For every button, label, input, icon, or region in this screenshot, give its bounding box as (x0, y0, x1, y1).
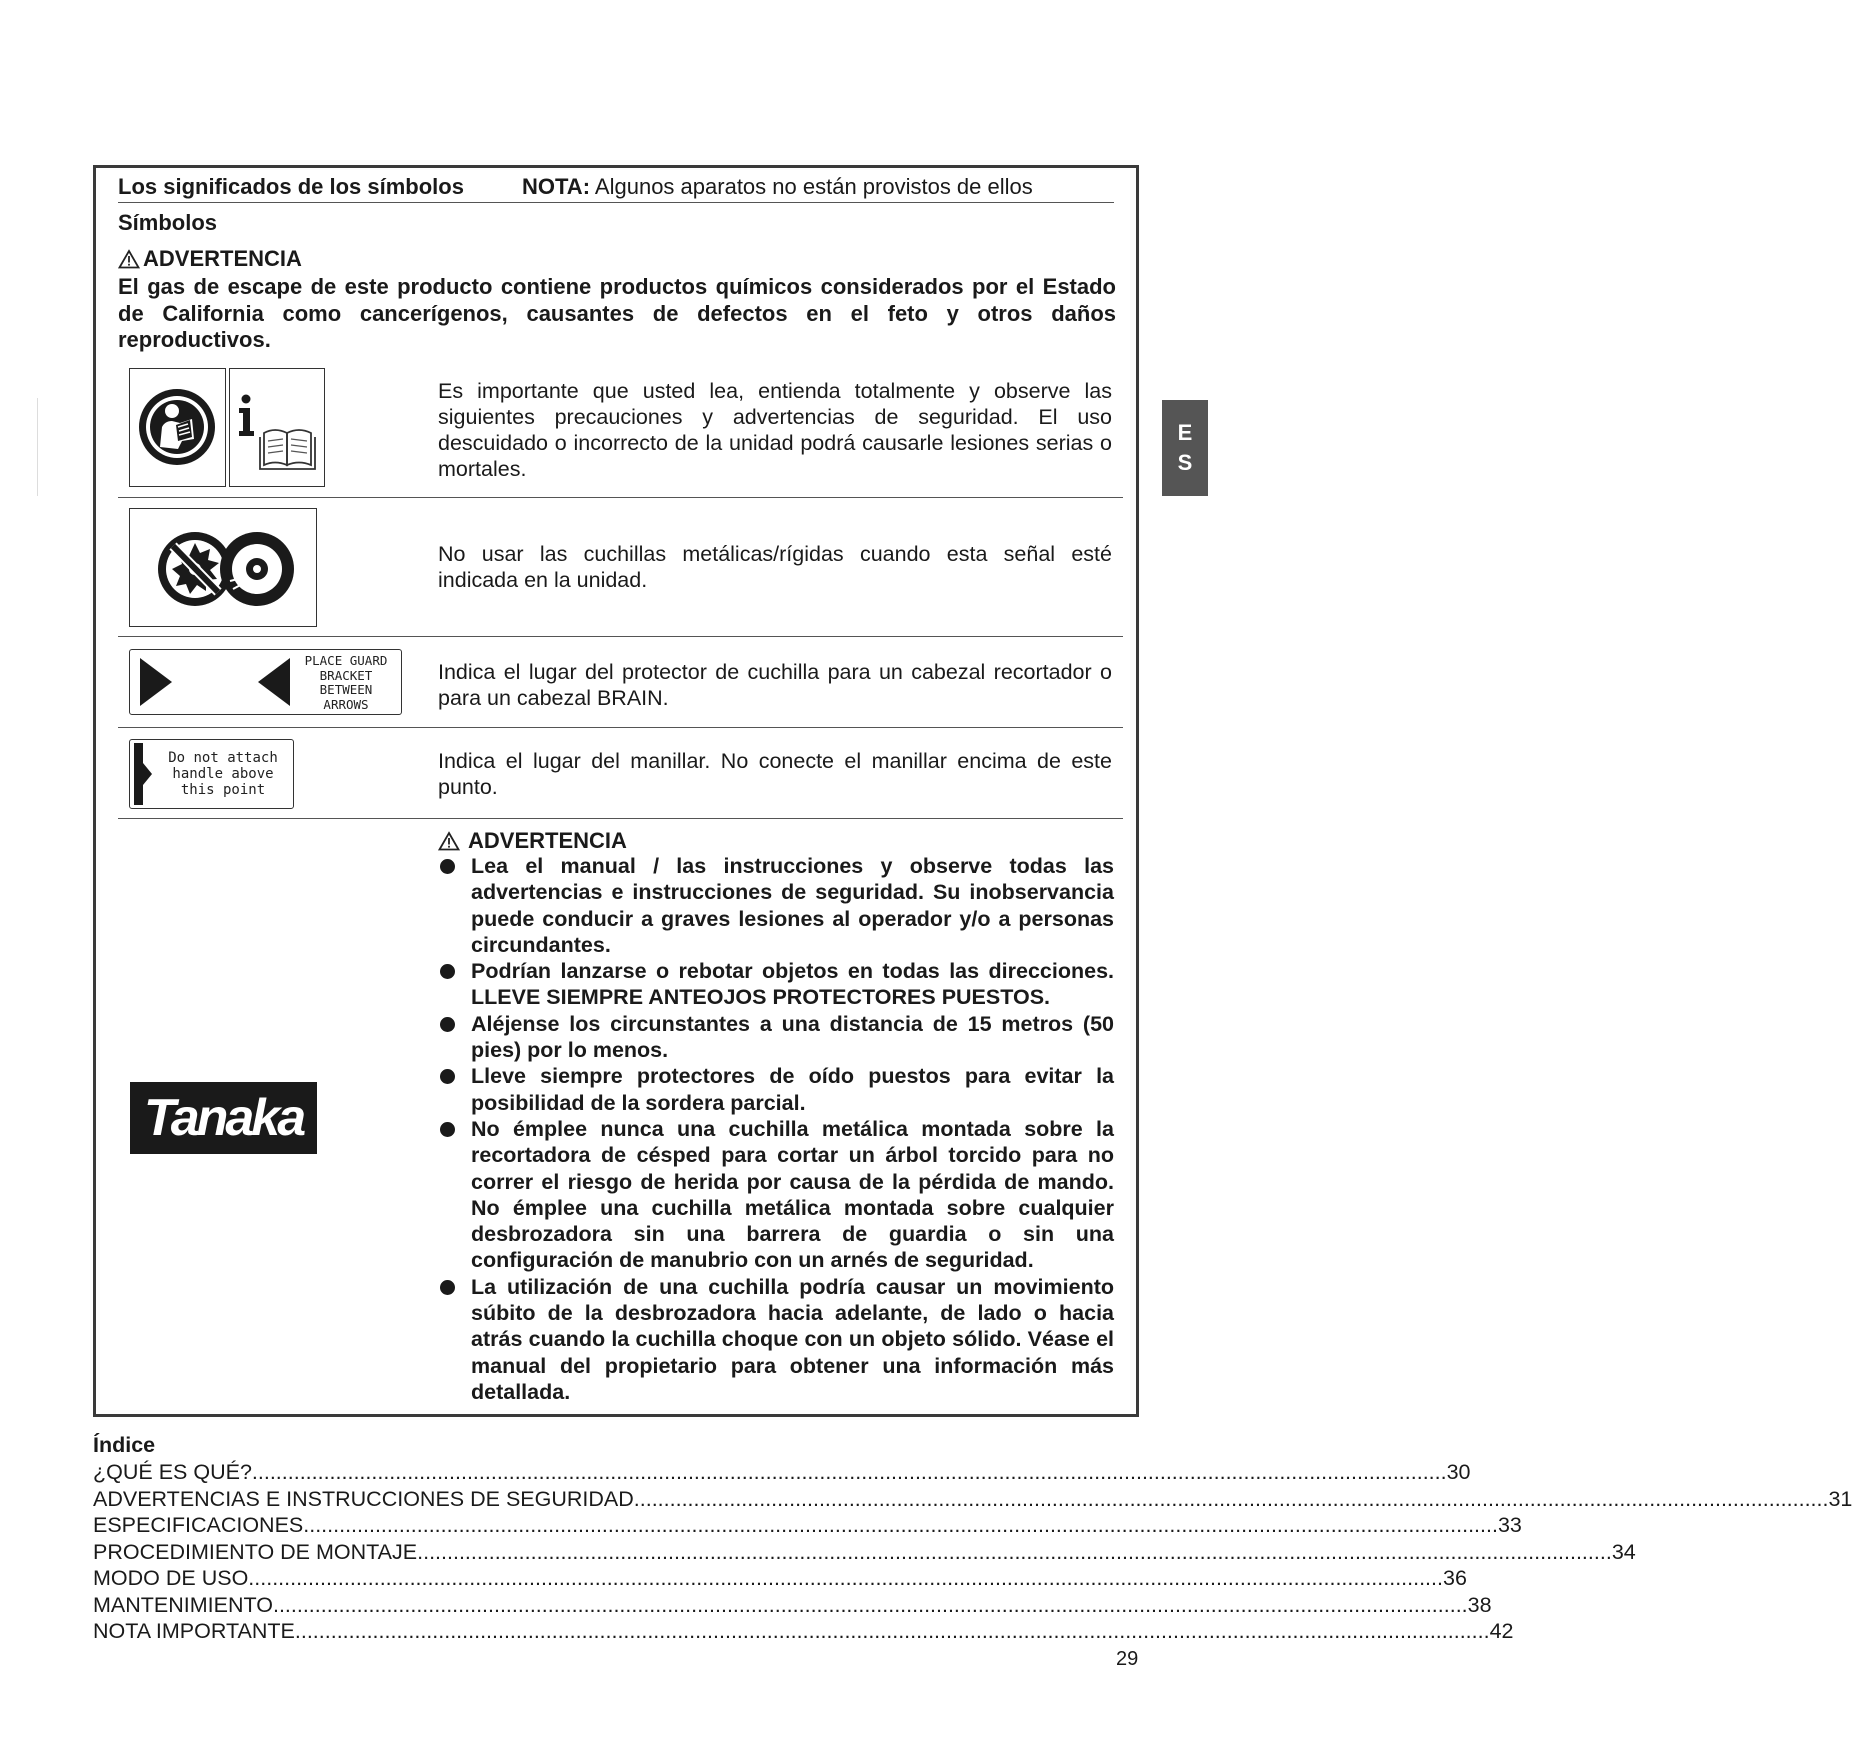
list-item (438, 853, 1114, 958)
bullet-dot-icon (440, 1069, 455, 1084)
toc-entry-name: ESPECIFICACIONES (93, 1513, 304, 1537)
toc-leader: ........................................................................................................................................................................................................ (248, 1566, 1443, 1590)
toc-entry-name: MODO DE USO (93, 1566, 249, 1590)
row-no-metal-blade-text: No usar las cuchillas metálicas/rígidas cuando esta señal esté indicada en la unidad. (438, 542, 1112, 592)
symbols-heading: Símbolos (118, 210, 218, 235)
arrow-left-icon (254, 654, 294, 710)
page-number: 29 (1116, 1648, 1139, 1670)
bullet-text: Lleve siempre protectores de oído puestos para evitar la posibilidad de la sordera parcial. (471, 1064, 1114, 1115)
toc-entry-name: NOTA IMPORTANTE (93, 1619, 295, 1643)
toc-title: Índice (93, 1433, 156, 1457)
info-book-icon (230, 369, 323, 485)
toc-leader: ........................................................................................................................................................................................................ (294, 1619, 1490, 1643)
label-line: Do not attach (168, 750, 278, 766)
toc-leader: ........................................................................................................................................................................................................ (251, 1460, 1447, 1484)
label-line: PLACE GUARD (304, 653, 388, 668)
language-tab (1162, 400, 1208, 496)
label-line: ARROWS (323, 696, 369, 712)
bullet-text: Lea el manual / las instrucciones y observe todas las advertencias e instrucciones de seguridad. Su inobservancia puede conducir a graves lesiones al operador y/o a personas circundantes. (471, 854, 1114, 957)
guard-bracket-label-text (294, 654, 398, 712)
warning-triangle-icon (438, 831, 460, 851)
label-line: this point (180, 782, 266, 798)
toc-entry-name: MANTENIMIENTO (93, 1592, 273, 1617)
warning-label-top: ADVERTENCIA (143, 246, 302, 271)
toc-entry-page: 31 (1828, 1486, 1852, 1511)
symbols-title: Los significados de los símbolos (118, 174, 464, 199)
bullet-dot-icon (440, 1017, 455, 1032)
safety-bullet-list (438, 853, 1114, 1405)
guard-bracket-label (129, 649, 402, 715)
note-text: Algunos aparatos no están provistos de ellos (590, 174, 1033, 199)
list-item (438, 1011, 1114, 1064)
toc-entry[interactable] (93, 1512, 1522, 1539)
toc-entry[interactable] (93, 1459, 1471, 1486)
warning-triangle-icon (118, 249, 140, 269)
bullet-text: La utilización de una cuchilla podría causar un movimiento súbito de la desbrozadora hacia adelante, de lado o hacia atrás cuando la cuchilla choque con un objeto sólido. Véase el manual del propietario para obtener una información más detallada. (471, 1274, 1114, 1404)
list-item (438, 958, 1114, 1011)
toc-entry[interactable] (93, 1618, 1514, 1645)
note-label: NOTA: (522, 174, 591, 199)
table-of-contents (93, 1431, 1852, 1645)
bullet-dot-icon (440, 1280, 455, 1295)
bullet-dot-icon (440, 964, 455, 979)
toc-entry-page: 34 (1611, 1539, 1636, 1564)
page-edge-mark (37, 398, 38, 496)
list-item (438, 1116, 1114, 1274)
info-manual-icon-box (229, 368, 325, 487)
bullet-dot-icon (440, 859, 455, 874)
row-separator (118, 497, 1123, 498)
handle-position-label-text (154, 750, 292, 798)
toc-leader: ........................................................................................................................................................................................................ (303, 1513, 1498, 1537)
toc-entry[interactable] (93, 1486, 1852, 1513)
no-metal-blade-icon (130, 509, 315, 625)
toc-entry-name: ADVERTENCIAS E INSTRUCCIONES DE SEGURIDAD (93, 1486, 634, 1511)
label-line: handle above (172, 766, 274, 782)
toc-entry-page: 30 (1446, 1460, 1471, 1484)
bullet-text: Podrían lanzarse o rebotar objetos en todas las direcciones. LLEVE SIEMPRE ANTEOJOS PROTECTORES PUESTOS. (471, 959, 1114, 1010)
warning-heading-top (118, 246, 302, 272)
no-metal-blade-icon-box (129, 508, 317, 627)
row-separator (118, 727, 1123, 728)
toc-leader: ........................................................................................................................................................................................................ (417, 1539, 1612, 1564)
label-line: BRACKET (319, 667, 373, 683)
toc-entry-page: 42 (1489, 1619, 1514, 1643)
arrow-right-icon (136, 654, 176, 710)
warning-heading-bottom (438, 828, 627, 854)
bullet-text: Aléjense los circunstantes a una distancia de 15 metros (50 pies) por lo menos. (471, 1011, 1114, 1063)
toc-leader: ........................................................................................................................................................................................................ (633, 1486, 1829, 1511)
list-item (438, 1063, 1114, 1116)
california-warning-text: El gas de escape de este producto contiene productos químicos considerados por el Estado de California como cancerígenos, causantes de defectos en el feto y otros daños reproductivos. (118, 274, 1116, 352)
row-guard-bracket-text: Indica el lugar del protector de cuchilla para un cabezal recortador o para un cabezal BRAIN. (438, 660, 1112, 710)
symbols-header (118, 170, 1114, 203)
bullet-text: No émplee nunca una cuchilla metálica montada sobre la recortadora de césped para cortar un árbol torcido para no correr el riesgo de herida por causa de la pérdida de mando. No émplee una cuchilla metálica montada sobre cualquier desbrozadora sin una barrera de guardia o sin una configuración de manubrio con un arnés de seguridad. (471, 1116, 1114, 1273)
toc-entry-name: ¿QUÉ ES QUÉ? (93, 1460, 252, 1484)
handle-position-label (129, 739, 294, 809)
toc-entry-page: 38 (1467, 1592, 1492, 1617)
read-manual-icon-box (129, 368, 226, 487)
toc-entry-page: 36 (1442, 1566, 1467, 1590)
row-separator (118, 818, 1123, 819)
list-item (438, 1274, 1114, 1405)
language-tab-letter: S (1177, 450, 1193, 475)
row-read-manual-text: Es importante que usted lea, entienda totalmente y observe las siguientes precauciones y advertencias de seguridad. El uso descuidado o incorrecto de la unidad podrá causarle lesiones serias o mortales. (438, 379, 1112, 481)
tanaka-logo-text: Tanaka (143, 1089, 304, 1147)
toc-entry[interactable] (93, 1592, 1492, 1619)
language-tab-letter: E (1177, 420, 1193, 445)
row-handle-position-text: Indica el lugar del manillar. No conecte el manillar encima de este punto. (438, 749, 1112, 799)
row-separator (118, 636, 1123, 637)
tanaka-logo (130, 1082, 317, 1154)
warning-label-bottom: ADVERTENCIA (468, 828, 627, 853)
toc-entry[interactable] (93, 1565, 1467, 1592)
toc-entry-page: 33 (1497, 1513, 1522, 1537)
toc-leader: ........................................................................................................................................................................................................ (272, 1592, 1468, 1617)
label-line: BETWEEN (319, 682, 373, 697)
bullet-dot-icon (440, 1122, 455, 1137)
toc-entry-name: PROCEDIMIENTO DE MONTAJE (93, 1539, 418, 1564)
toc-entry[interactable] (93, 1539, 1636, 1566)
handle-marker-icon (132, 741, 154, 807)
read-manual-icon (130, 369, 224, 485)
symbols-note (522, 174, 1033, 200)
